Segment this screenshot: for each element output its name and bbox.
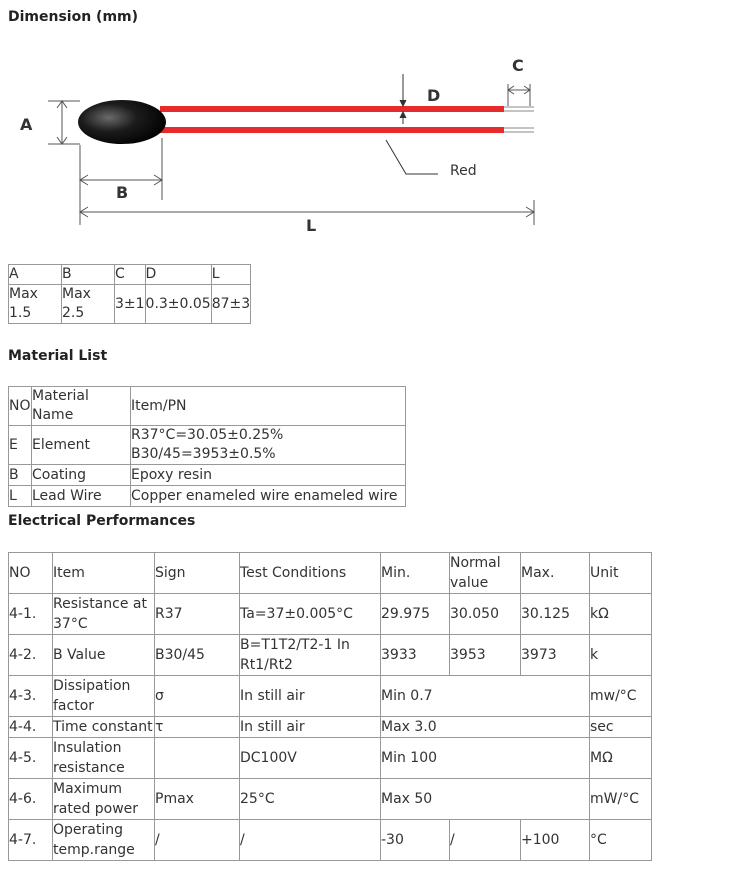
dim-header-l: L (211, 265, 250, 285)
elec-cell: 3953 (450, 635, 521, 676)
red-label: Red (450, 163, 477, 179)
dim-c-label: C (512, 56, 524, 75)
mat-header-no: NO (9, 387, 32, 426)
elec-cell: 29.975 (381, 594, 450, 635)
elec-cell: / (450, 820, 521, 861)
mat-cell: Lead Wire (32, 486, 131, 507)
table-row (9, 465, 406, 486)
table-row (9, 717, 652, 738)
elec-cell: +100 (521, 820, 590, 861)
elec-cell: Time constant (53, 717, 155, 738)
elec-cell: / (240, 820, 381, 861)
mat-cell: Coating (32, 465, 131, 486)
elec-cell: Max 50 (381, 779, 590, 820)
elec-cell: R37 (155, 594, 240, 635)
elec-cell: 3973 (521, 635, 590, 676)
table-row (9, 265, 251, 285)
elec-cell: In still air (240, 717, 381, 738)
elec-cell: °C (590, 820, 652, 861)
elec-cell: B Value (53, 635, 155, 676)
elec-cell: Resistance at 37°C (53, 594, 155, 635)
mat-header-name: Material Name (32, 387, 131, 426)
dim-header-d: D (145, 265, 211, 285)
elec-cell: MΩ (590, 738, 652, 779)
mat-cell: L (9, 486, 32, 507)
elec-cell: 4-1. (9, 594, 53, 635)
dimension-heading: Dimension (mm) (8, 9, 139, 25)
dim-b-label: B (116, 183, 129, 202)
dim-value-a: Max 1.5 (9, 285, 62, 324)
mat-cell: Copper enameled wire enameled wire (131, 486, 406, 507)
table-row (9, 426, 406, 465)
elec-header: Min. (381, 553, 450, 594)
table-row (9, 635, 652, 676)
elec-cell: 30.125 (521, 594, 590, 635)
dim-value-c: 3±1 (115, 285, 146, 324)
dim-a-label: A (20, 115, 33, 134)
table-row (9, 820, 652, 861)
mat-cell: R37°C=30.05±0.25% B30/45=3953±0.5% (131, 426, 406, 465)
table-row (9, 285, 251, 324)
elec-cell: 4-5. (9, 738, 53, 779)
elec-cell: mW/°C (590, 779, 652, 820)
elec-header: NO (9, 553, 53, 594)
mat-cell: E (9, 426, 32, 465)
mat-cell: B (9, 465, 32, 486)
mat-cell: Epoxy resin (131, 465, 406, 486)
thermistor-body (78, 100, 166, 144)
dim-l-label: L (306, 216, 317, 235)
elec-cell: Pmax (155, 779, 240, 820)
elec-cell: sec (590, 717, 652, 738)
mat-cell: Element (32, 426, 131, 465)
elec-cell: 4-7. (9, 820, 53, 861)
elec-header: Test Conditions (240, 553, 381, 594)
table-row (9, 738, 652, 779)
elec-cell: 4-2. (9, 635, 53, 676)
elec-header: Max. (521, 553, 590, 594)
elec-cell: 4-4. (9, 717, 53, 738)
electrical-table (8, 552, 652, 861)
elec-header: Normal value (450, 553, 521, 594)
material-table (8, 386, 406, 507)
elec-cell: Min 100 (381, 738, 590, 779)
elec-header: Sign (155, 553, 240, 594)
table-row (9, 486, 406, 507)
elec-cell: kΩ (590, 594, 652, 635)
table-row (9, 387, 406, 426)
electrical-heading: Electrical Performances (8, 513, 196, 529)
mat-header-item: Item/PN (131, 387, 406, 426)
elec-cell: Max 3.0 (381, 717, 590, 738)
elec-header: Item (53, 553, 155, 594)
elec-cell: k (590, 635, 652, 676)
elec-cell: mw/°C (590, 676, 652, 717)
dim-d-arrow-up (400, 112, 406, 118)
elec-cell: B=T1T2/T2-1 In Rt1/Rt2 (240, 635, 381, 676)
table-row (9, 779, 652, 820)
dim-header-c: C (115, 265, 146, 285)
dim-header-a: A (9, 265, 62, 285)
elec-cell: τ (155, 717, 240, 738)
dim-d-label: D (427, 86, 441, 105)
elec-cell: Operating temp.range (53, 820, 155, 861)
elec-cell: Dissipation factor (53, 676, 155, 717)
elec-cell: DC100V (240, 738, 381, 779)
elec-cell: Ta=37±0.005°C (240, 594, 381, 635)
elec-cell: 4-3. (9, 676, 53, 717)
elec-cell: 25°C (240, 779, 381, 820)
elec-cell: -30 (381, 820, 450, 861)
red-leader-line (386, 140, 438, 174)
dim-value-d: 0.3±0.05 (145, 285, 211, 324)
elec-cell: In still air (240, 676, 381, 717)
elec-cell: Insulation resistance (53, 738, 155, 779)
wire-top (160, 106, 504, 112)
elec-cell: 4-6. (9, 779, 53, 820)
dim-value-l: 87±3 (211, 285, 250, 324)
elec-cell: Maximum rated power (53, 779, 155, 820)
elec-cell: σ (155, 676, 240, 717)
dim-d-arrow-down (400, 100, 406, 106)
wire-bottom (160, 127, 504, 133)
dim-value-b: Max 2.5 (62, 285, 115, 324)
dim-header-b: B (62, 265, 115, 285)
elec-cell: Min 0.7 (381, 676, 590, 717)
dimension-table (8, 264, 251, 324)
elec-cell: / (155, 820, 240, 861)
elec-cell: 3933 (381, 635, 450, 676)
elec-header: Unit (590, 553, 652, 594)
elec-cell: B30/45 (155, 635, 240, 676)
table-row (9, 594, 652, 635)
thermistor-diagram (0, 40, 560, 250)
elec-cell (155, 738, 240, 779)
elec-cell: 30.050 (450, 594, 521, 635)
table-row (9, 676, 652, 717)
table-row (9, 553, 652, 594)
material-heading: Material List (8, 348, 108, 364)
